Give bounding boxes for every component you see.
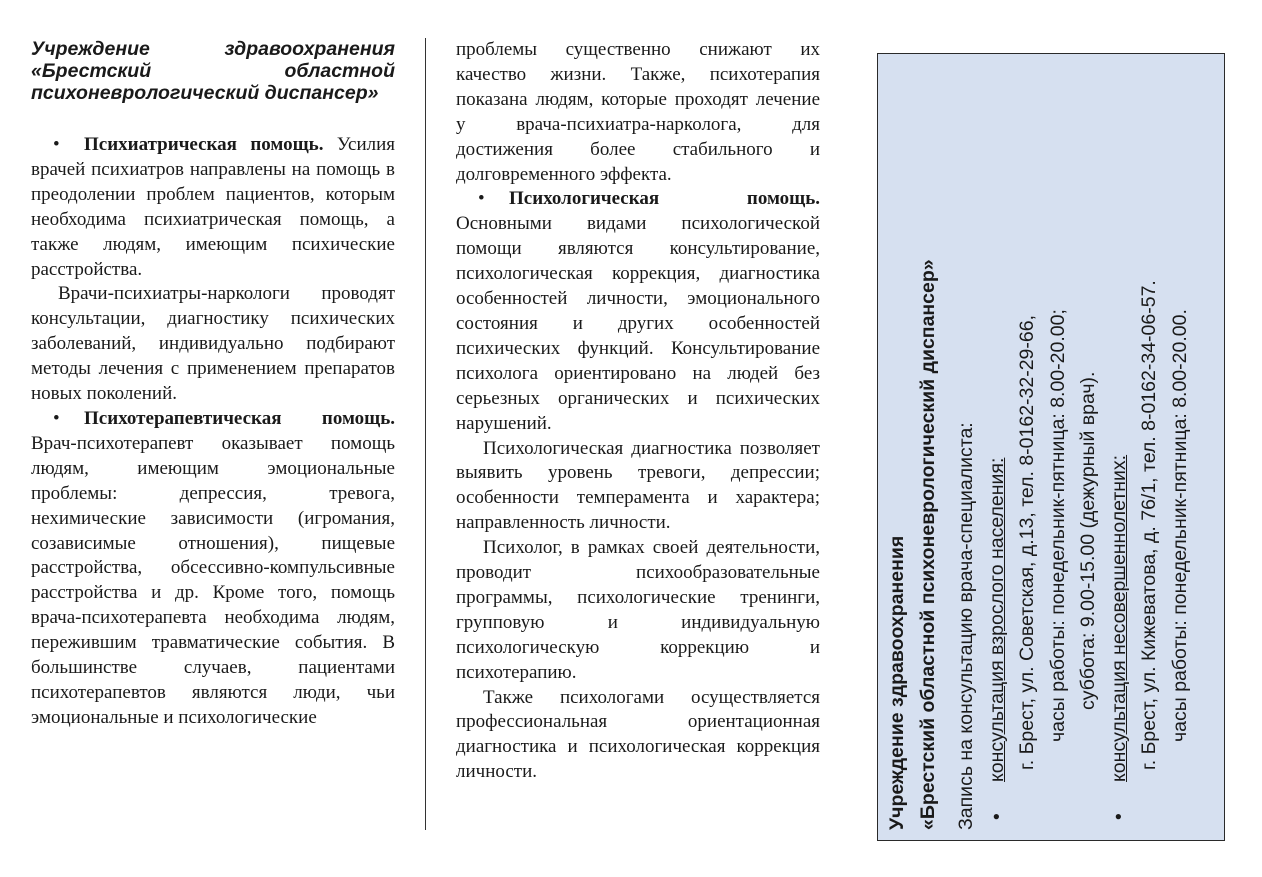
minors-address: г. Брест, ул. Кижеватова, д. 76/1, тел. 8-0162-34-06-57. [1138, 280, 1160, 770]
middle-column [456, 38, 820, 785]
section-text: Основными видами психологической помощи являются консультирование, психологическая коррекция, диагностика особенностей личности, эмоционального состояния и других особенностей психических функций. Консультирование психолога ориентировано на людей без серьезных органических и психических нарушений. [456, 213, 820, 434]
left-column [31, 38, 395, 731]
org-title: Учреждение здравоохранения «Брестский областной психоневрологический диспансер» [31, 38, 395, 104]
narcology-paragraph: Врачи-психиатры-наркологи проводят консультации, диагностику психических заболеваний, индивидуально подбирают методы лечения с применением препаратов новых поколений. [31, 283, 395, 405]
psychotherapy-section [31, 407, 395, 731]
orientation-paragraph: Также психологами осуществляется профессиональная ориентационная диагностика и психологическая коррекция личности. [456, 686, 820, 783]
adult-address: г. Брест, ул. Советская, д.13, тел. 8-0162-32-29-66, [1016, 314, 1038, 770]
section-text: Врач-психотерапевт оказывает помощь людям, имеющим эмоциональные проблемы: депрессия, тревога, нехимические зависимости (игромания, созависимые отношения), пищевые расстройства, обсессивно-компульсивные расстройства и др. Кроме того, помощь врача-психотерапевта необходима людям, пережившим травматические события. В большинстве случаев, пациентами психотерапевтов являются люди, чьи эмоциональные и психологические [31, 432, 395, 728]
adult-hours-saturday: суббота: 9.00-15.00 (дежурный врач). [1077, 371, 1099, 710]
panel-title-line2: «Брестский областной психоневрологический диспансер» [916, 259, 939, 830]
adult-hours-weekdays: часы работы: понедельник-пятница: 8.00-20.00; [1046, 309, 1069, 742]
section-text: Усилия врачей психиатров направлены на помощь в преодолении проблем пациентов, которым необходима психиатрическая помощь, а также людям, имеющим психические расстройства. [31, 134, 396, 280]
panel-title-line1: Учреждение здравоохранения [886, 535, 908, 830]
contact-panel-rotated-content [878, 62, 1225, 841]
psychological-section [456, 187, 820, 436]
adult-consultation-item [982, 62, 1013, 830]
section-heading: Психологическая помощь. [509, 188, 820, 210]
psychiatric-section [31, 133, 395, 282]
section-heading: Психиатрическая помощь. [84, 134, 324, 155]
diagnostics-paragraph: Психологическая диагностика позволяет выявить уровень тревоги, депрессии; особенности темперамента и характера; направленность личности. [456, 437, 820, 534]
appointment-intro: Запись на консультацию врача-специалиста: [955, 422, 977, 830]
psychologist-paragraph: Психолог, в рамках своей деятельности, проводит психообразовательные программы, психологические тренинги, групповую и индивидуальную психологическую коррекцию и психотерапию. [456, 537, 820, 683]
section-heading: Психотерапевтическая помощь. [84, 407, 395, 429]
minors-consultation-item [1104, 62, 1135, 830]
minors-hours: часы работы: понедельник-пятница: 8.00-20.00. [1168, 309, 1191, 742]
minors-consultation-label: консультация несовершеннолетних: [1107, 454, 1130, 782]
contact-panel [877, 53, 1225, 841]
column-divider [425, 38, 426, 830]
continued-paragraph: проблемы существенно снижают их качество жизни. Также, психотерапия показана людям, которые проходят лечение у врача-психиатра-нарколога, для достижения более стабильного и долговременного эффекта. [456, 39, 820, 185]
adult-consultation-label: консультация взрослого населения: [985, 457, 1008, 782]
